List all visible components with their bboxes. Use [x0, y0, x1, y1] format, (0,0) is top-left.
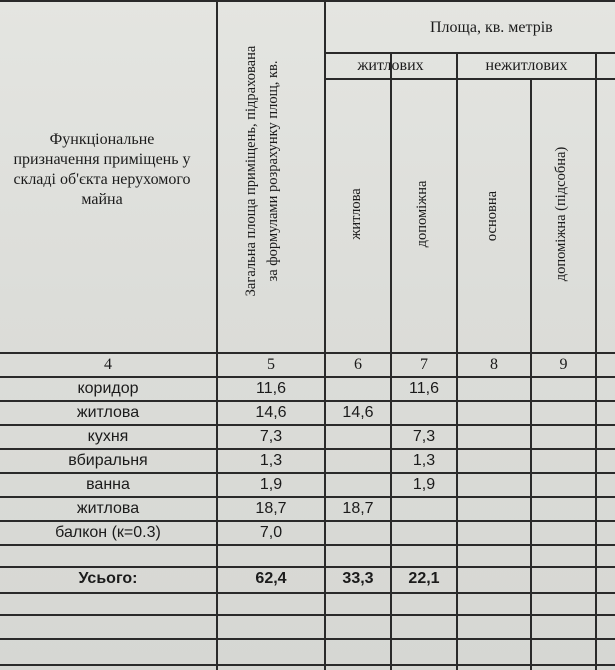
function-column-header: Функціональне призначення приміщень у складі об'єкта нерухомого майна: [13, 131, 191, 208]
row-auxiliary: 1,3: [412, 452, 436, 469]
total-area-header-line-2: за формулами розрахунку площ, кв.: [265, 60, 281, 282]
total-area-header-line-3: [327, 0, 347, 210]
col-number-4: 4: [104, 356, 112, 373]
row-name: коридор: [77, 380, 139, 397]
row-auxiliary: 1,9: [412, 476, 436, 493]
col-number-5: 5: [267, 356, 275, 373]
col-number-9: 9: [559, 356, 568, 373]
total-label: Усього:: [78, 570, 138, 587]
row-name: ванна: [86, 476, 130, 493]
residential-group-header: житлових: [357, 57, 424, 74]
col-number-7: 7: [420, 356, 428, 373]
row-name: балкон (к=0.3): [55, 524, 161, 541]
row-auxiliary: 11,6: [409, 380, 439, 397]
row-name: вбиральня: [68, 452, 148, 469]
row-total: 1,3: [259, 452, 283, 469]
row-name: житлова: [76, 500, 140, 517]
sub-header-main: основна: [484, 190, 500, 242]
col-number-6: 6: [354, 356, 362, 373]
row-total: 7,3: [259, 428, 283, 445]
row-residential: 18,7: [342, 500, 374, 517]
total-area-value: 62,4: [255, 570, 287, 587]
row-auxiliary: 7,3: [412, 428, 436, 445]
sub-header-auxiliary: допоміжна: [414, 180, 430, 248]
col-number-8: 8: [490, 356, 498, 373]
row-total: 18,7: [255, 500, 287, 517]
total-area-header-line-1: Загальна площа приміщень, підрахована: [243, 45, 259, 297]
sub-header-residential: житлова: [348, 188, 364, 240]
row-total: 1,9: [259, 476, 283, 493]
sub-header-aux-utility: допоміжна (підсобна): [553, 146, 569, 282]
total-residential-value: 33,3: [342, 570, 374, 587]
row-residential: 14,6: [342, 404, 374, 421]
row-total: 14,6: [255, 404, 287, 421]
area-group-header: Площа, кв. метрів: [430, 19, 553, 36]
row-total: 11,6: [256, 380, 286, 397]
row-name: житлова: [76, 404, 140, 421]
nonresidential-group-header: нежитлових: [485, 57, 568, 74]
row-name: кухня: [87, 428, 129, 445]
row-total: 7,0: [259, 524, 283, 541]
total-auxiliary-value: 22,1: [408, 570, 440, 587]
